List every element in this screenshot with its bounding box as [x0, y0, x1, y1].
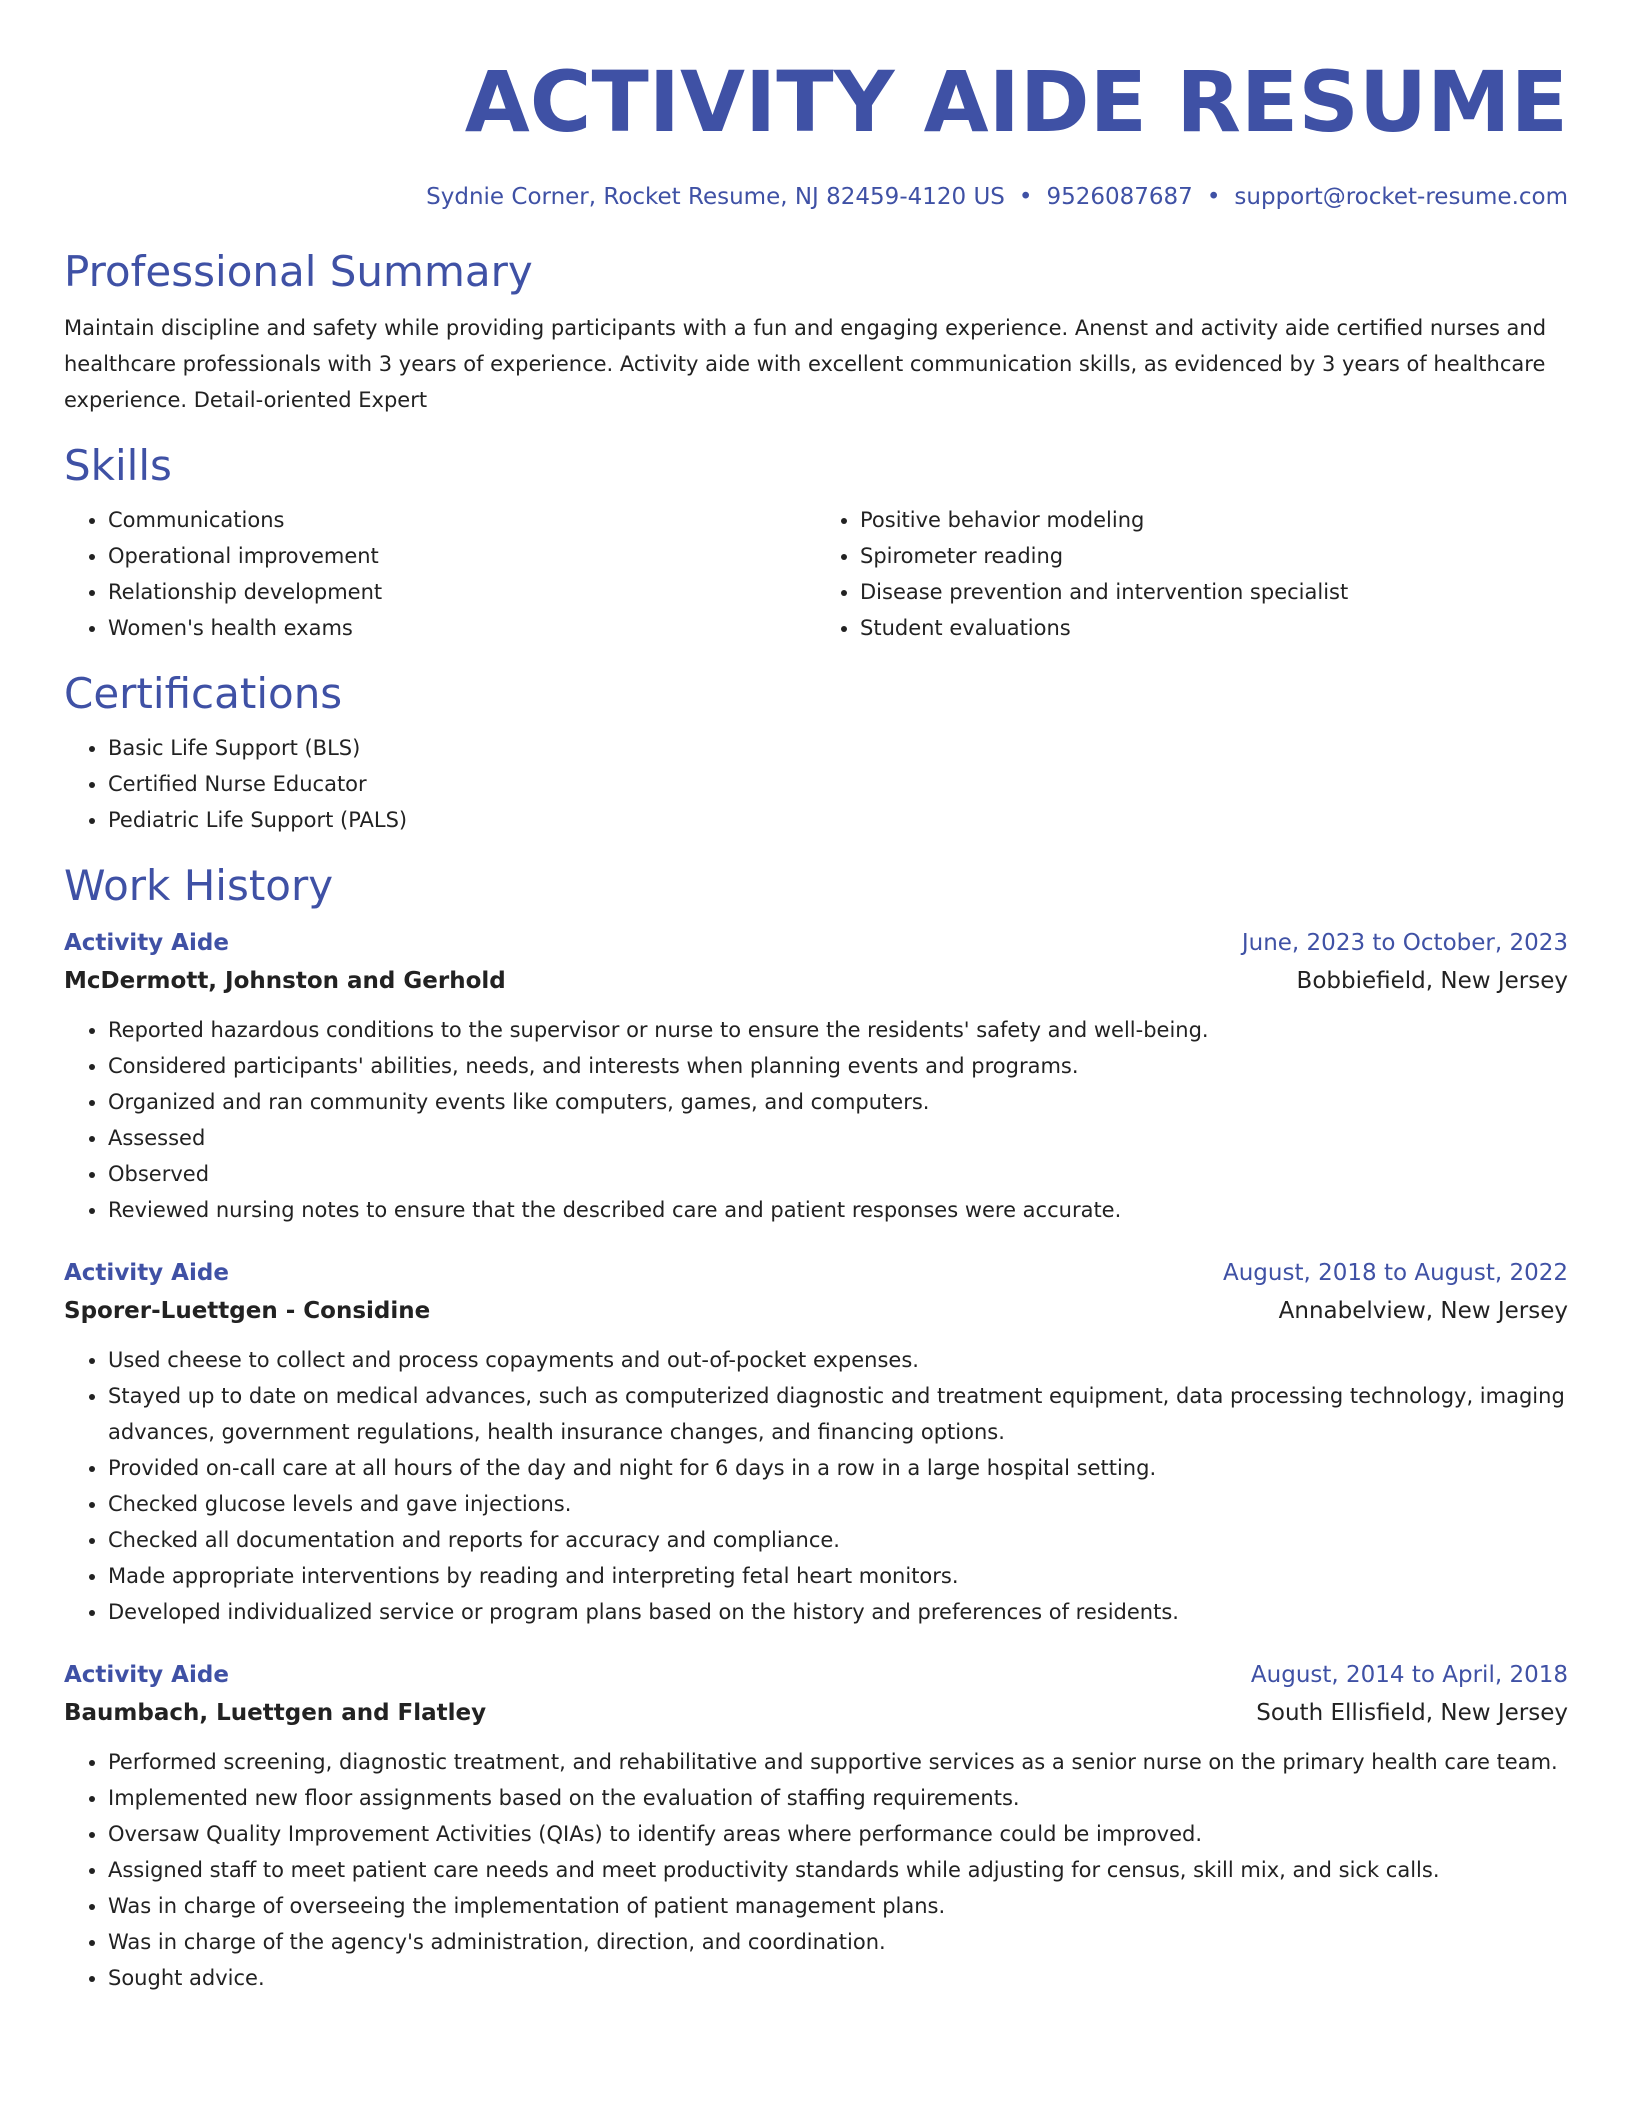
skills-section: [64, 440, 1568, 646]
work-history-heading: Work History: [64, 861, 334, 910]
job-bullet: • Was in charge of the agency's administration, direction, and coordination.: [108, 1924, 1568, 1960]
job-bullet: • Observed: [108, 1156, 1568, 1192]
job-title-row: [64, 1254, 1568, 1292]
certifications-heading: Certifications: [64, 669, 343, 718]
certification-item: • Pediatric Life Support (PALS): [108, 802, 1568, 838]
job-bullet: • Assessed: [108, 1120, 1568, 1156]
contact-phone: 9526087687: [1046, 184, 1193, 210]
job-bullet: • Checked all documentation and reports for accuracy and compliance.: [108, 1522, 1568, 1558]
job-title-row: [64, 1656, 1568, 1694]
job-company: McDermott, Johnston and Gerhold: [64, 968, 506, 994]
job-bullet: • Reported hazardous conditions to the supervisor or nurse to ensure the residents' safety and well-being.: [108, 1012, 1568, 1048]
job-bullet: • Reviewed nursing notes to ensure that the described care and patient responses were accurate.: [108, 1192, 1568, 1228]
separator-dot: •: [1206, 184, 1221, 210]
skill-item: • Operational improvement: [108, 538, 816, 574]
job-bullet: • Stayed up to date on medical advances, such as computerized diagnostic and treatment equipment, data processing technology, imaging advances, government regulations, health insurance changes, and financing options.: [108, 1378, 1568, 1450]
job-dates: June, 2023 to October, 2023: [1241, 930, 1568, 956]
skill-item: • Disease prevention and intervention specialist: [860, 574, 1568, 610]
job-company: Sporer-Luettgen - Considine: [64, 1298, 431, 1324]
job-bullet: • Performed screening, diagnostic treatment, and rehabilitative and supportive services as a senior nurse on the primary health care team.: [108, 1744, 1568, 1780]
job-bullet: • Assigned staff to meet patient care needs and meet productivity standards while adjusting for census, skill mix, and sick calls.: [108, 1852, 1568, 1888]
job-company-row: [64, 962, 1568, 1000]
skills-list-right: [816, 502, 1568, 646]
job-bullet: • Used cheese to collect and process copayments and out-of-pocket expenses.: [108, 1342, 1568, 1378]
skill-item: • Communications: [108, 502, 816, 538]
summary-heading: Professional Summary: [64, 247, 533, 296]
summary-section: [64, 246, 1568, 418]
job-company-row: [64, 1292, 1568, 1330]
certifications-list: [64, 730, 1568, 838]
skill-item: • Positive behavior modeling: [860, 502, 1568, 538]
certification-item: • Basic Life Support (BLS): [108, 730, 1568, 766]
certifications-section: [64, 668, 1568, 838]
job-location: Annabelview, New Jersey: [1278, 1298, 1568, 1324]
skills-heading: Skills: [64, 441, 172, 490]
job-title: Activity Aide: [64, 1662, 229, 1688]
job-bullet: • Implemented new floor assignments based on the evaluation of staffing requirements.: [108, 1780, 1568, 1816]
job-dates: August, 2014 to April, 2018: [1250, 1662, 1568, 1688]
job-dates: August, 2018 to August, 2022: [1223, 1260, 1568, 1286]
summary-text: Maintain discipline and safety while providing participants with a fun and engaging experience. Anenst and activity aide certified nurses and healthcare professionals with 3 years of experience. Activity aide with excellent communication skills, as evidenced by 3 years of healthcare experience. Detail-oriented Expert: [64, 316, 1547, 412]
resume-title: ACTIVITY AIDE RESUME: [464, 53, 1568, 151]
skill-item: • Spirometer reading: [860, 538, 1568, 574]
skill-item: • Student evaluations: [860, 610, 1568, 646]
job-bullet: • Made appropriate interventions by reading and interpreting fetal heart monitors.: [108, 1558, 1568, 1594]
job-location: South Ellisfield, New Jersey: [1256, 1700, 1568, 1726]
skill-item: • Women's health exams: [108, 610, 816, 646]
job-bullet: • Was in charge of overseeing the implementation of patient management plans.: [108, 1888, 1568, 1924]
certification-item: • Certified Nurse Educator: [108, 766, 1568, 802]
separator-dot: •: [1018, 184, 1033, 210]
job-company: Baumbach, Luettgen and Flatley: [64, 1700, 487, 1726]
job-entry: [64, 924, 1568, 1228]
contact-line: [64, 182, 1568, 212]
job-entry: [64, 1656, 1568, 1996]
job-bullet: • Oversaw Quality Improvement Activities (QIAs) to identify areas where performance could be improved.: [108, 1816, 1568, 1852]
skills-grid: [64, 492, 1568, 646]
job-bullets: [64, 1744, 1568, 1996]
job-bullet: • Considered participants' abilities, needs, and interests when planning events and programs.: [108, 1048, 1568, 1084]
skill-item: • Relationship development: [108, 574, 816, 610]
job-bullets: [64, 1012, 1568, 1228]
job-title-row: [64, 924, 1568, 962]
skills-list-left: [64, 502, 816, 646]
job-bullets: [64, 1342, 1568, 1630]
job-bullet: • Checked glucose levels and gave injections.: [108, 1486, 1568, 1522]
job-location: Bobbiefield, New Jersey: [1296, 968, 1568, 994]
work-history-section: [64, 860, 1568, 1996]
job-bullet: • Provided on-call care at all hours of the day and night for 6 days in a row in a large hospital setting.: [108, 1450, 1568, 1486]
contact-address: Sydnie Corner, Rocket Resume, NJ 82459-4120 US: [426, 184, 1005, 210]
job-company-row: [64, 1694, 1568, 1732]
contact-email: support@rocket-resume.com: [1234, 184, 1568, 210]
job-title: Activity Aide: [64, 930, 229, 956]
job-bullet: • Developed individualized service or program plans based on the history and preferences of residents.: [108, 1594, 1568, 1630]
job-bullet: • Sought advice.: [108, 1960, 1568, 1996]
job-entry: [64, 1254, 1568, 1630]
job-title: Activity Aide: [64, 1260, 229, 1286]
job-bullet: • Organized and ran community events like computers, games, and computers.: [108, 1084, 1568, 1120]
